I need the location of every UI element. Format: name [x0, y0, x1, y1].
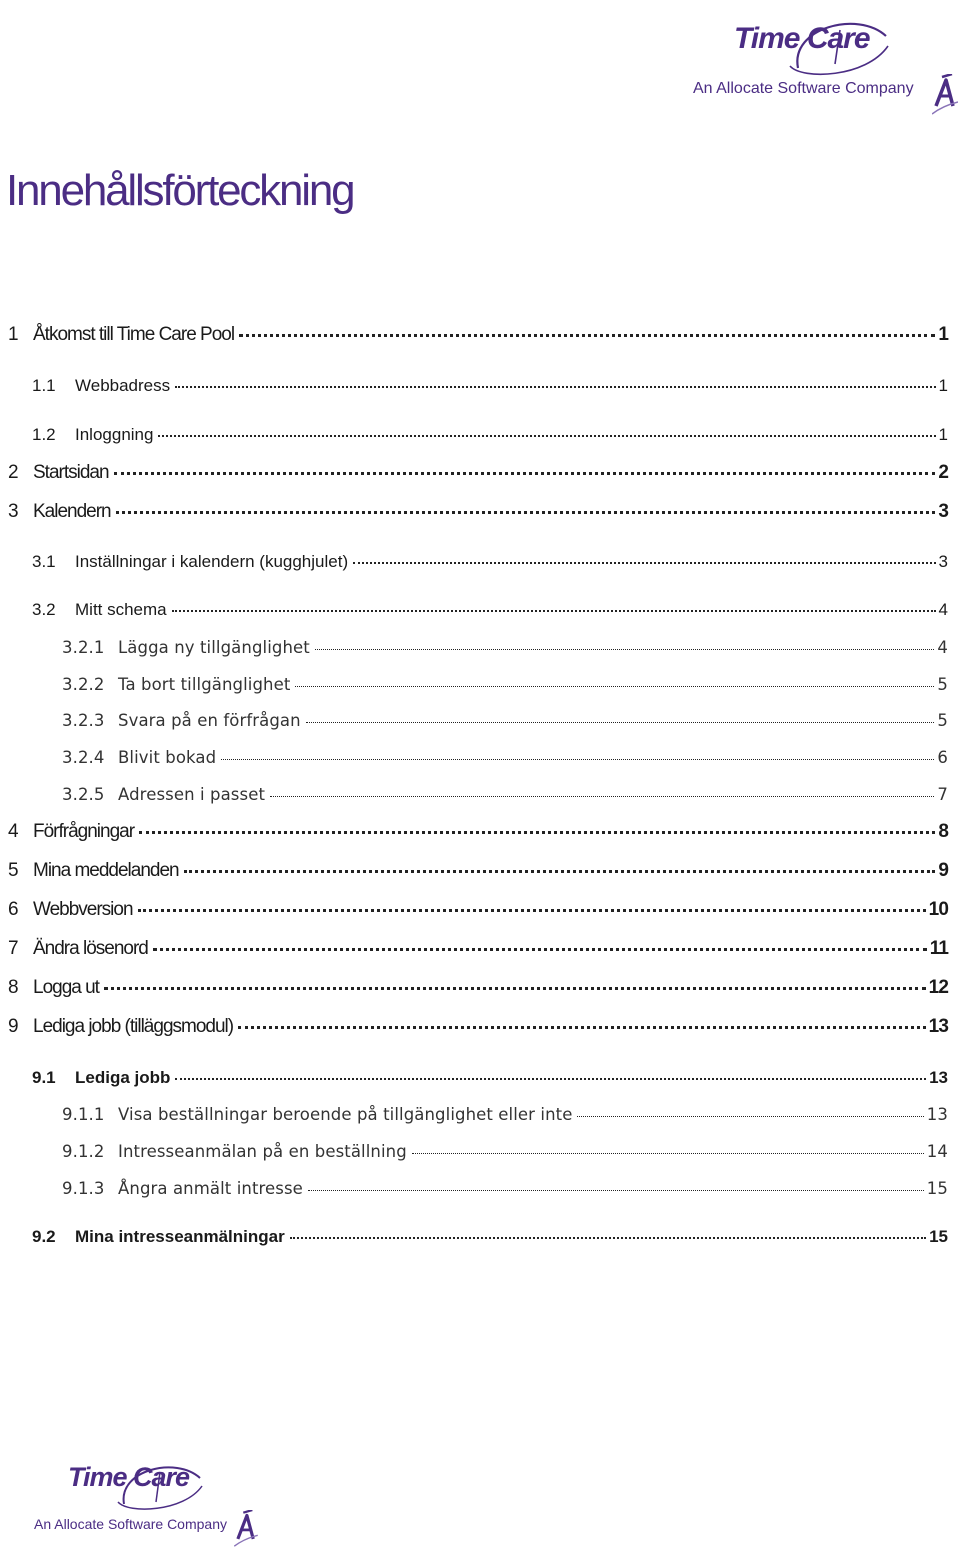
toc-entry-label: Lediga jobb — [75, 1068, 171, 1087]
toc-entry-label: Logga ut — [33, 977, 99, 998]
toc-dot-leader — [238, 1026, 926, 1029]
toc-entry-page: 15 — [926, 1179, 948, 1198]
toc-entry-number: 3.2.2 — [62, 675, 105, 694]
toc-entry-page: 3 — [938, 552, 948, 571]
toc-entry-label: Ångra anmält intresse — [118, 1179, 303, 1198]
toc-entry-1-1[interactable] — [32, 376, 948, 396]
toc-entry-label: Visa beställningar beroende på tillgänglighet eller inte — [118, 1105, 573, 1124]
logo-brand-text: Time Care — [68, 1462, 190, 1492]
toc-entry-page: 10 — [928, 899, 948, 920]
toc-dot-leader — [104, 987, 926, 990]
toc-entry-number: 9.1.3 — [62, 1179, 105, 1198]
toc-entry-number: 3 — [8, 501, 19, 522]
toc-entry-number: 3.2.4 — [62, 748, 105, 767]
toc-dot-leader — [270, 796, 934, 797]
toc-entry-3-2-4[interactable] — [62, 748, 948, 767]
toc-entry-label: Webbversion — [33, 899, 133, 920]
toc-entry-page: 1 — [938, 376, 948, 395]
toc-entry-label: Webbadress — [75, 376, 171, 395]
toc-entry-page: 5 — [937, 711, 948, 730]
toc-entry-3-1[interactable] — [32, 552, 948, 572]
toc-entry-label: Inställningar i kalendern (kugghjulet) — [75, 552, 349, 571]
toc-dot-leader — [295, 686, 934, 687]
toc-entry-3-2[interactable] — [32, 600, 948, 620]
allocate-a-mark-icon — [234, 1510, 258, 1548]
toc-entry-page: 4 — [937, 638, 948, 657]
toc-entry-1[interactable] — [8, 324, 948, 346]
allocate-a-mark-icon — [932, 74, 958, 116]
toc-entry-number: 9 — [8, 1016, 19, 1037]
toc-dot-leader — [139, 831, 935, 834]
toc-dot-leader — [158, 435, 935, 437]
toc-entry-9-1-2[interactable] — [62, 1142, 948, 1161]
toc-entry-number: 1 — [8, 324, 19, 345]
toc-entry-page: 9 — [938, 860, 948, 881]
toc-entry-number: 3.2 — [32, 600, 56, 619]
toc-entry-label: Startsidan — [33, 462, 109, 483]
toc-dot-leader — [239, 334, 935, 337]
toc-dot-leader — [306, 722, 935, 723]
toc-entry-page: 6 — [937, 748, 948, 767]
toc-entry-label: Mina intresseanmälningar — [75, 1227, 285, 1246]
toc-entry-page: 12 — [928, 977, 948, 998]
toc-entry-7[interactable] — [8, 938, 948, 960]
toc-entry-label: Adressen i passet — [118, 785, 266, 804]
toc-entry-number: 3.2.5 — [62, 785, 105, 804]
toc-dot-leader — [153, 948, 927, 951]
toc-entry-label: Blivit bokad — [118, 748, 217, 767]
toc-entry-page: 11 — [929, 938, 948, 959]
toc-entry-3-2-5[interactable] — [62, 785, 948, 804]
toc-entry-8[interactable] — [8, 977, 948, 999]
toc-entry-label: Förfrågningar — [33, 821, 135, 842]
toc-entry-9-1-3[interactable] — [62, 1179, 948, 1198]
toc-entry-page: 3 — [938, 501, 948, 522]
toc-entry-3-2-3[interactable] — [62, 711, 948, 730]
toc-entry-page: 13 — [929, 1068, 948, 1087]
toc-entry-label: Intresseanmälan på en beställning — [118, 1142, 407, 1161]
toc-entry-number: 9.1.2 — [62, 1142, 105, 1161]
toc-dot-leader — [138, 909, 926, 912]
toc-dot-leader — [353, 562, 935, 564]
toc-dot-leader — [577, 1116, 923, 1117]
toc-entry-number: 8 — [8, 977, 19, 998]
toc-entry-3-2-2[interactable] — [62, 675, 948, 694]
logo-tagline: An Allocate Software Company — [34, 1516, 227, 1532]
toc-entry-label: Ändra lösenord — [33, 938, 148, 959]
toc-entry-page: 5 — [937, 675, 948, 694]
toc-entry-number: 6 — [8, 899, 19, 920]
toc-entry-label: Ta bort tillgänglighet — [118, 675, 291, 694]
toc-entry-page: 2 — [938, 462, 948, 483]
logo-brand-text: Time Care — [734, 22, 870, 55]
toc-entry-label: Lediga jobb (tilläggsmodul) — [33, 1016, 234, 1037]
logo-tagline: An Allocate Software Company — [693, 80, 914, 97]
toc-entry-5[interactable] — [8, 860, 948, 882]
toc-entry-page: 15 — [929, 1227, 948, 1246]
toc-entry-page: 8 — [938, 821, 948, 842]
time-care-logo-top — [690, 6, 958, 118]
toc-entry-3[interactable] — [8, 501, 948, 523]
toc-entry-number: 1.1 — [32, 376, 56, 395]
toc-entry-page: 4 — [938, 600, 948, 619]
toc-entry-4[interactable] — [8, 821, 948, 843]
toc-entry-2[interactable] — [8, 462, 948, 484]
toc-entry-number: 4 — [8, 821, 19, 842]
toc-dot-leader — [175, 386, 935, 388]
toc-entry-label: Lägga ny tillgänglighet — [118, 638, 310, 657]
toc-dot-leader — [184, 870, 936, 873]
toc-entry-9[interactable] — [8, 1016, 948, 1038]
toc-entry-9-2[interactable] — [32, 1227, 948, 1247]
toc-entry-number: 2 — [8, 462, 19, 483]
toc-entry-label: Mina meddelanden — [33, 860, 179, 881]
toc-dot-leader — [221, 759, 934, 760]
toc-entry-1-2[interactable] — [32, 425, 948, 445]
toc-entry-6[interactable] — [8, 899, 948, 921]
toc-dot-leader — [172, 610, 936, 612]
toc-dot-leader — [114, 472, 936, 475]
time-care-logo-bottom — [32, 1452, 264, 1548]
toc-dot-leader — [290, 1237, 926, 1239]
toc-dot-leader — [308, 1190, 924, 1191]
toc-entry-number: 9.1 — [32, 1068, 56, 1087]
toc-entry-label: Åtkomst till Time Care Pool — [33, 324, 235, 345]
toc-dot-leader — [412, 1153, 924, 1154]
toc-entry-page: 13 — [928, 1016, 948, 1037]
toc-entry-label: Inloggning — [75, 425, 154, 444]
toc-entry-page: 13 — [926, 1105, 948, 1124]
toc-entry-label: Kalendern — [33, 501, 111, 522]
toc-dot-leader — [116, 511, 936, 514]
toc-entry-label: Mitt schema — [75, 600, 167, 619]
toc-entry-label: Svara på en förfrågan — [118, 711, 301, 730]
toc-dot-leader — [175, 1078, 926, 1080]
toc-entry-number: 7 — [8, 938, 19, 959]
toc-entry-number: 9.1.1 — [62, 1105, 105, 1124]
page-title: Innehållsförteckning — [6, 166, 354, 215]
toc-dot-leader — [315, 649, 935, 650]
toc-entry-9-1-1[interactable] — [62, 1105, 948, 1124]
toc-entry-number: 3.1 — [32, 552, 56, 571]
toc-entry-9-1[interactable] — [32, 1068, 948, 1088]
toc-entry-number: 9.2 — [32, 1227, 56, 1246]
toc-entry-number: 3.2.1 — [62, 638, 105, 657]
toc-entry-3-2-1[interactable] — [62, 638, 948, 657]
toc-entry-page: 14 — [926, 1142, 948, 1161]
toc-entry-number: 5 — [8, 860, 19, 881]
toc-entry-number: 3.2.3 — [62, 711, 105, 730]
toc-entry-page: 1 — [938, 324, 948, 345]
toc-entry-number: 1.2 — [32, 425, 56, 444]
toc-entry-page: 1 — [938, 425, 948, 444]
toc-entry-page: 7 — [937, 785, 948, 804]
